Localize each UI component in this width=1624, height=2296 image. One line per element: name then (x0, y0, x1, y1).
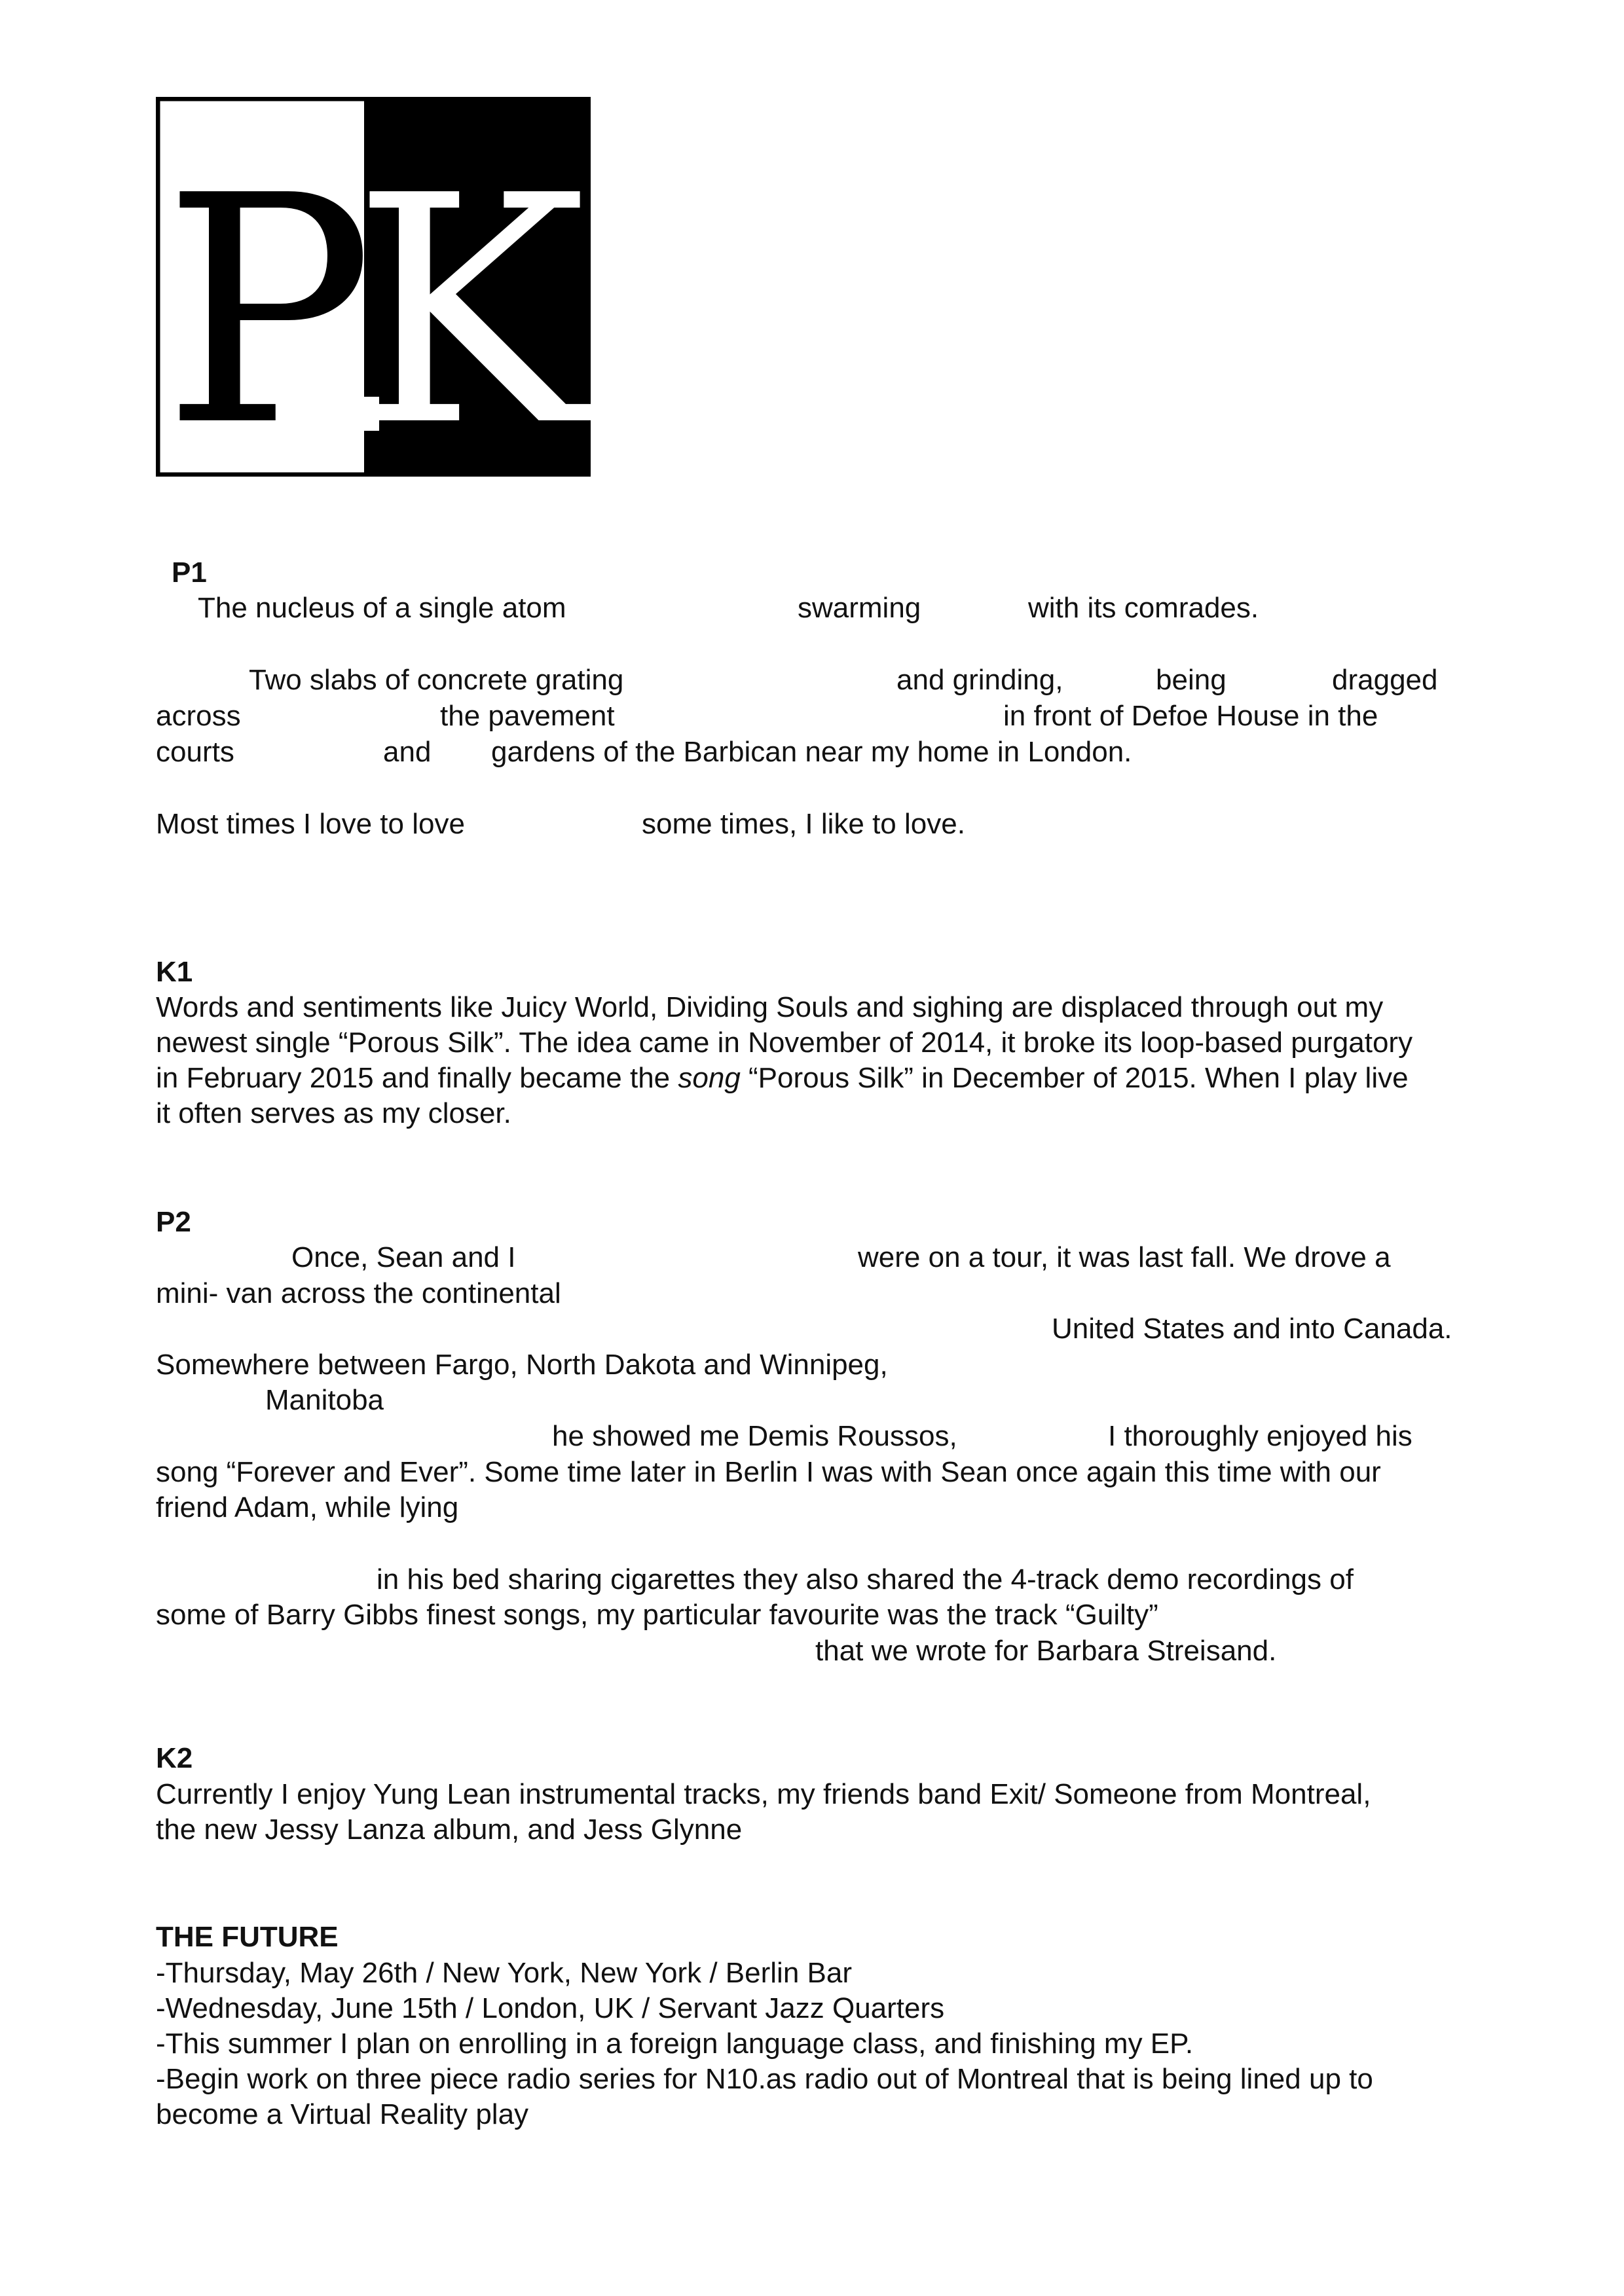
logo-letter-k: K (352, 129, 587, 477)
pk-logo (156, 97, 591, 477)
p1-text: and (383, 736, 432, 768)
p2-text: Somewhere between Fargo, North Dakota and Winnipeg, (156, 1349, 888, 1381)
p2-text: United States and into Canada. (1052, 1313, 1452, 1345)
k2-paragraph (156, 1777, 1492, 1848)
p1-text: with its comrades. (1028, 592, 1259, 624)
p1-text: gardens of the Barbican near my home in London. (491, 736, 1132, 768)
p1-text: and grinding, (896, 664, 1063, 696)
p1-text: in front of Defoe House in the (1003, 700, 1378, 732)
p2-text: song “Forever and Ever”. Some time later in Berlin I was with Sean once again this time with our (156, 1456, 1381, 1488)
p2-text: that we wrote for Barbara Streisand. (815, 1635, 1277, 1667)
p2-text: I thoroughly enjoyed his (1108, 1420, 1412, 1452)
k2-line: Currently I enjoy Yung Lean instrumental tracks, my friends band Exit/ Someone from Montreal, (156, 1778, 1371, 1810)
p1-text: Most times I love to love (156, 808, 465, 840)
k2-line: the new Jessy Lanza album, and Jess Glynne (156, 1813, 743, 1846)
p2-text: in his bed sharing cigarettes they also shared the 4-track demo recordings of (377, 1563, 1354, 1595)
p2-text: he showed me Demis Roussos, (552, 1420, 957, 1452)
p1-text: swarming (798, 592, 921, 624)
p1-text: some times, I like to love. (642, 808, 965, 840)
p1-text: The nucleus of a single atom (198, 592, 566, 624)
p1-text: Two slabs of concrete grating (249, 664, 624, 696)
list-item: become a Virtual Reality play (156, 2098, 529, 2130)
p1-text: dragged (1332, 664, 1438, 696)
logo-letter-p: P (162, 129, 374, 477)
list-item: -Wednesday, June 15th / London, UK / Servant Jazz Quarters (156, 1992, 945, 2024)
p2-text: some of Barry Gibbs finest songs, my particular favourite was the track “Guilty” (156, 1599, 1158, 1631)
p2-text: Manitoba (265, 1384, 384, 1416)
k1-line: newest single “Porous Silk”. The idea came in November of 2014, it broke its loop-based purgatory (156, 1027, 1413, 1059)
p1-text: the pavement (440, 700, 615, 732)
p2-text: mini- van across the continental (156, 1277, 561, 1309)
future-heading: THE FUTURE (156, 1921, 339, 1953)
p2-text: were on a tour, it was last fall. We drove a (858, 1241, 1391, 1273)
emphasis-song: song (678, 1062, 741, 1094)
k1-line: Words and sentiments like Juicy World, Dividing Souls and sighing are displaced through out my (156, 991, 1384, 1023)
p1-text: courts (156, 736, 234, 768)
future-list (156, 1956, 1492, 2132)
k1-line: it often serves as my closer. (156, 1097, 511, 1129)
p1-heading: P1 (172, 556, 207, 589)
list-item: -This summer I plan on enrolling in a foreign language class, and finishing my EP. (156, 2028, 1194, 2060)
p1-text: being (1156, 664, 1227, 696)
list-item: -Begin work on three piece radio series for N10.as radio out of Montreal that is being lined up to (156, 2063, 1373, 2095)
p2-text: Once, Sean and I (291, 1241, 516, 1273)
list-item: -Thursday, May 26th / New York, New York / Berlin Bar (156, 1957, 852, 1989)
k1-paragraph (156, 990, 1492, 1131)
k1-heading: K1 (156, 956, 193, 988)
k2-heading: K2 (156, 1742, 193, 1774)
p1-text: across (156, 700, 241, 732)
p2-heading: P2 (156, 1206, 191, 1238)
p2-text: friend Adam, while lying (156, 1491, 459, 1523)
k1-line: in February 2015 and finally became the song “Porous Silk” in December of 2015. When I play live (156, 1062, 1409, 1094)
